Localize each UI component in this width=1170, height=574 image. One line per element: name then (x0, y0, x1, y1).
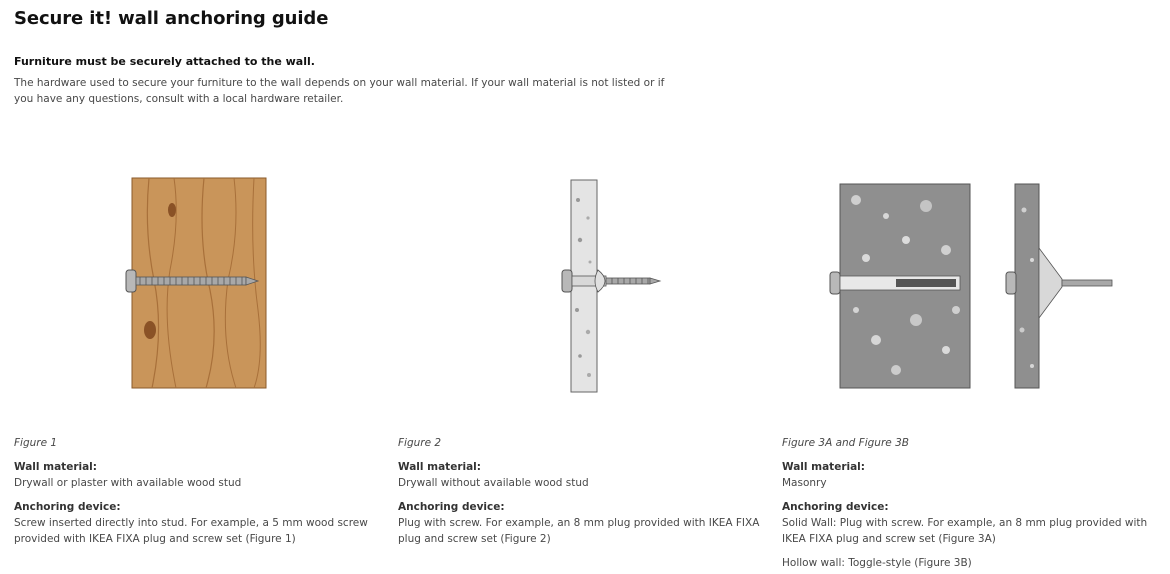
figure-3-illustration (796, 170, 1156, 398)
figure-3-info (782, 435, 1152, 574)
figure-1-anchoring-device: Screw inserted directly into stud. For example, a 5 mm wood screw provided with IKEA FIXA plug and screw set (Figure 1) (14, 517, 368, 545)
anchoring-device-label: Anchoring device: (782, 501, 889, 513)
wall-material-label: Wall material: (398, 461, 481, 473)
intro-paragraph: The hardware used to secure your furniture to the wall depends on your wall material. If your wall material is not listed or if you have any questions, consult with a local hardware retailer. (14, 77, 665, 105)
figure-2-caption: Figure 2 (398, 437, 442, 449)
figure-1-illustration (14, 170, 374, 398)
figure-1-caption: Figure 1 (14, 437, 58, 449)
page-title: Secure it! wall anchoring guide (14, 8, 329, 29)
figure-1-info (14, 435, 384, 555)
anchoring-device-label: Anchoring device: (14, 501, 121, 513)
page-subheading: Furniture must be securely attached to the wall. (14, 55, 315, 68)
figure-2-info (398, 435, 768, 555)
wall-material-label: Wall material: (14, 461, 97, 473)
figure-3-wall-material: Masonry (782, 477, 827, 489)
figure-2-anchoring-device: Plug with screw. For example, an 8 mm plug provided with IKEA FIXA plug and screw set (Figure 2) (398, 517, 760, 545)
figure-3-hollow-wall-note: Hollow wall: Toggle-style (Figure 3B) (782, 557, 972, 569)
wall-material-label: Wall material: (782, 461, 865, 473)
figure-3-anchoring-device: Solid Wall: Plug with screw. For example, an 8 mm plug provided with IKEA FIXA plug and screw set (Figure 3A) (782, 517, 1148, 545)
figure-1-wall-material: Drywall or plaster with available wood stud (14, 477, 242, 489)
figure-2-illustration (398, 170, 758, 398)
figure-2-wall-material: Drywall without available wood stud (398, 477, 589, 489)
anchoring-device-label: Anchoring device: (398, 501, 505, 513)
figure-3-caption: Figure 3A and Figure 3B (782, 437, 909, 449)
